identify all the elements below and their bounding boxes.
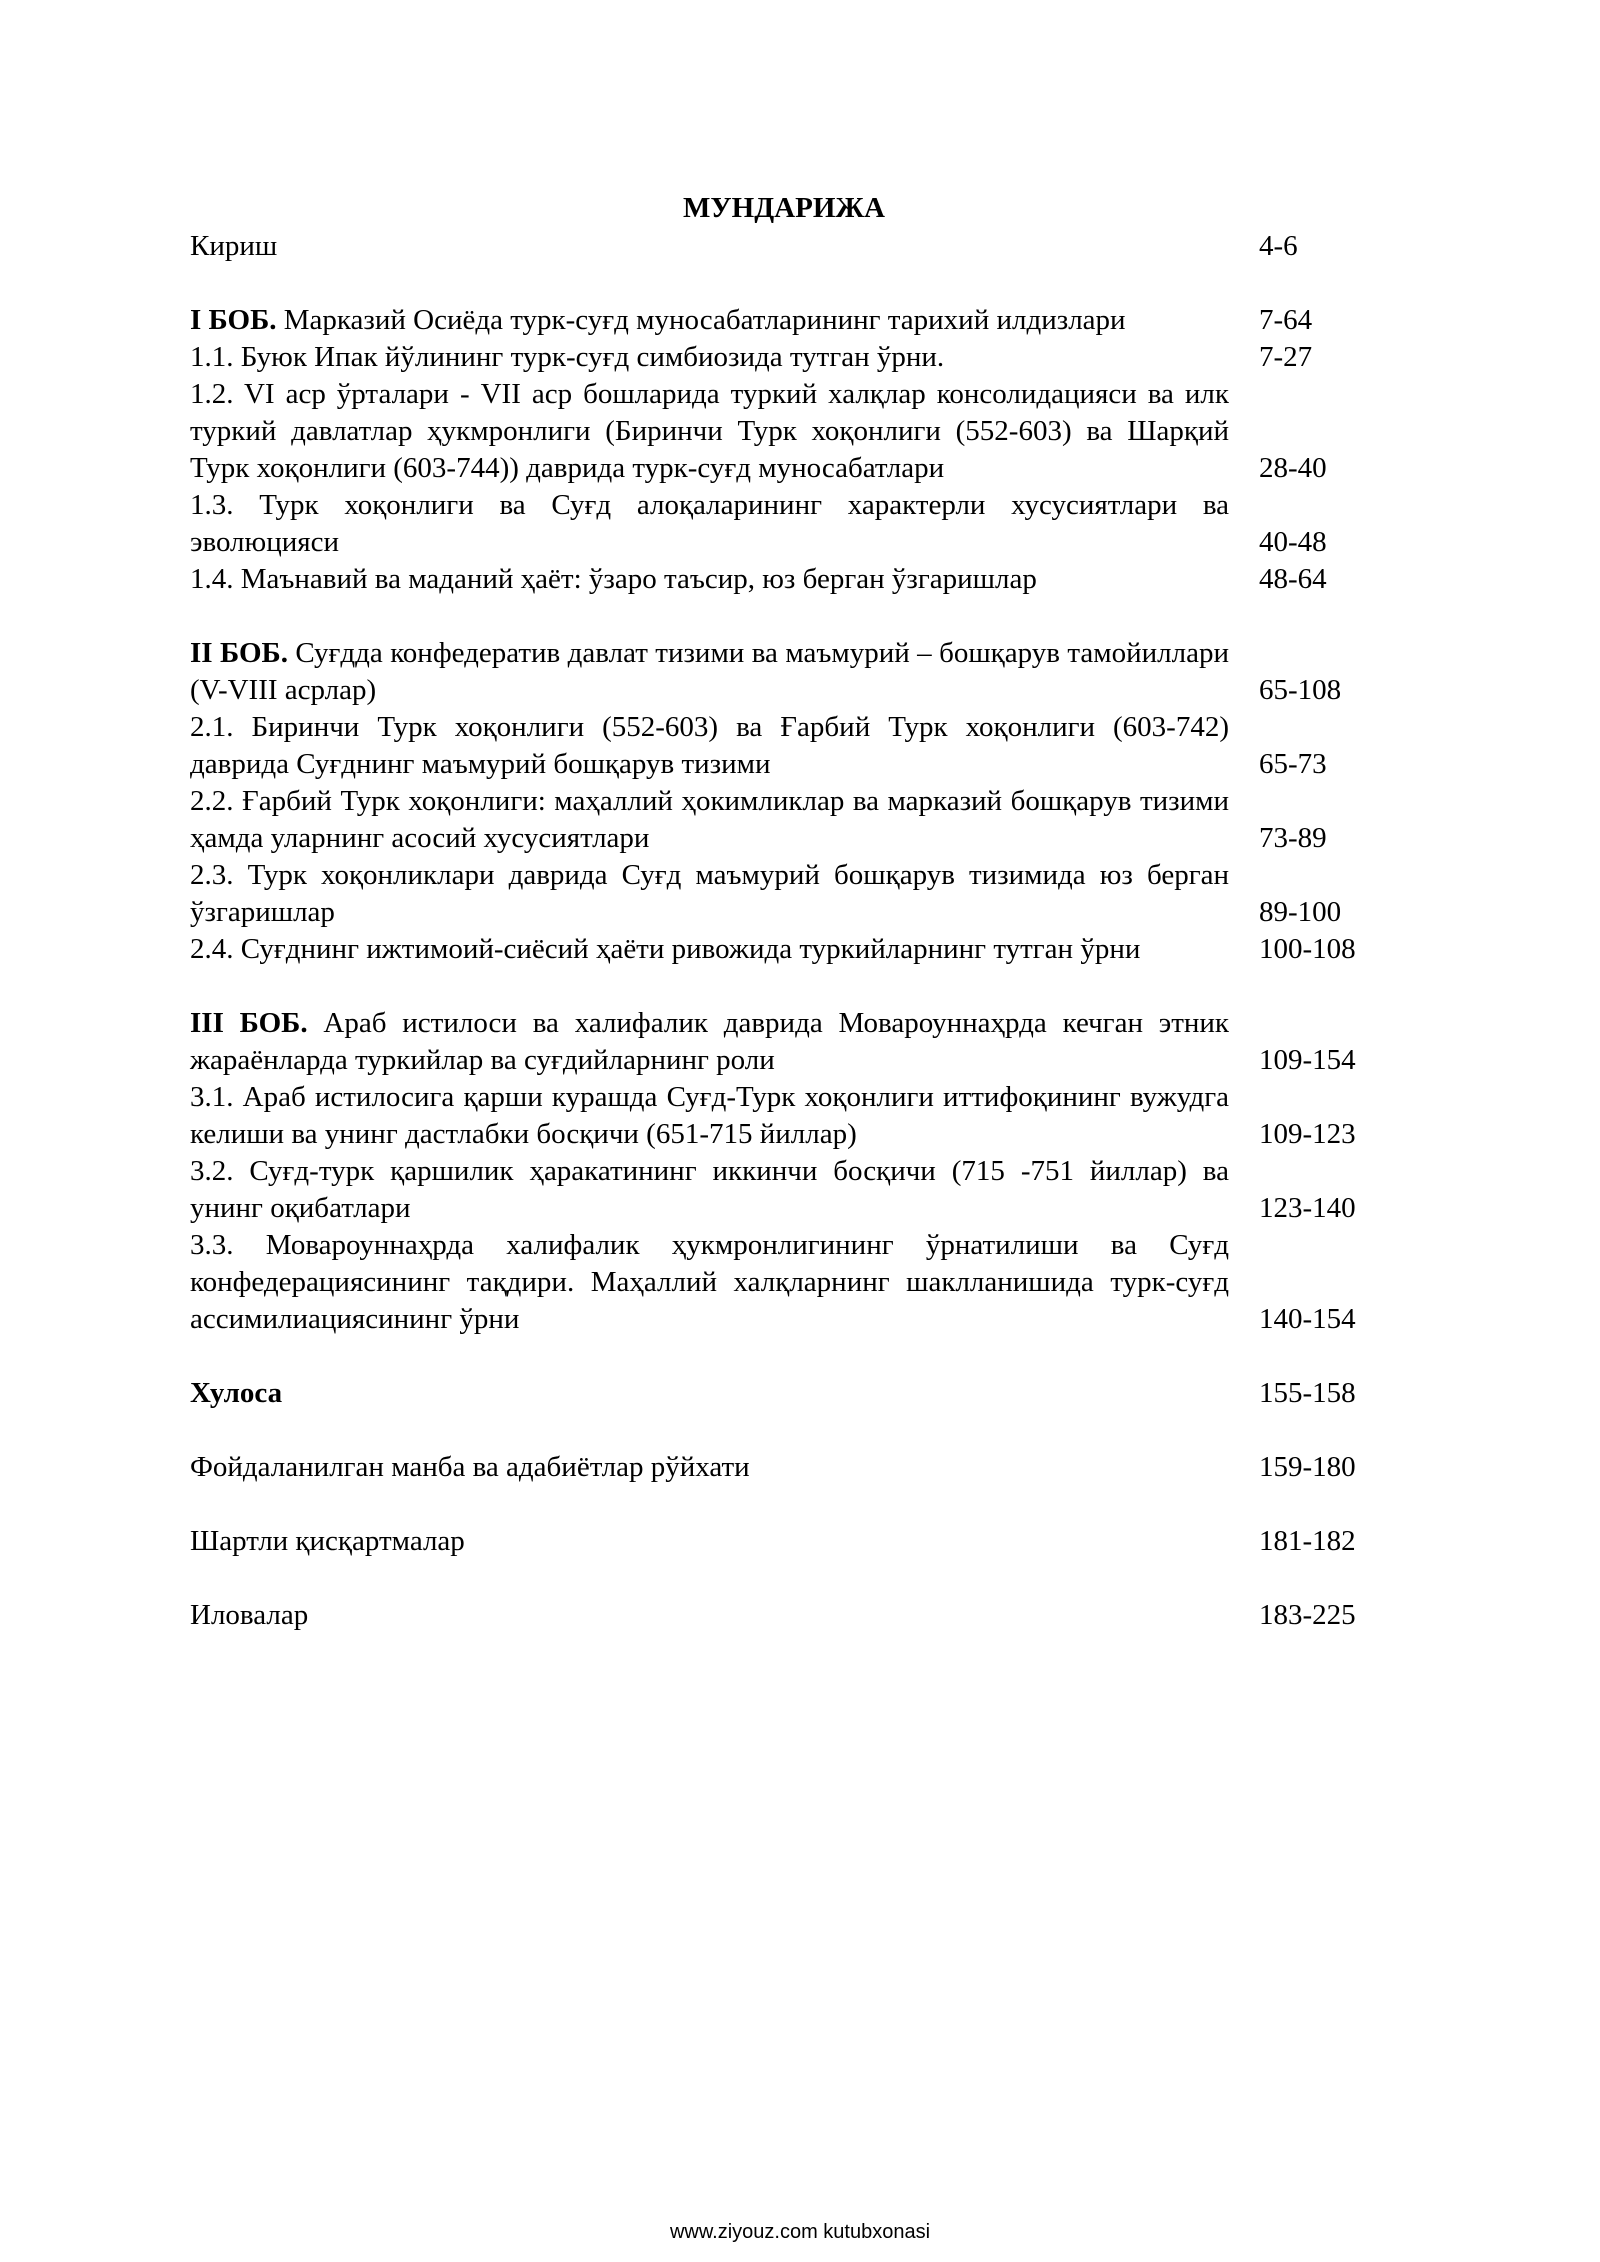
toc-section-text: 2.2. Ғарбий Турк хоқонлиги: маҳаллий ҳокимликлар ва марказий бошқарув тизими ҳамда уларнинг асосий хусусиятлари xyxy=(190,785,1229,854)
toc-page-range: 7-27 xyxy=(1259,341,1313,373)
toc-section-1-3 xyxy=(190,487,1390,561)
toc-chapter-3 xyxy=(190,1005,1390,1079)
toc-section-text: 1.3. Турк хоқонлиги ва Суғд алоқаларининг характерли хусусиятлари ва эволюцияси xyxy=(190,489,1229,558)
toc-page-range: 155-158 xyxy=(1259,1377,1356,1409)
toc-page-range: 109-123 xyxy=(1259,1118,1356,1150)
toc-page-range: 183-225 xyxy=(1259,1599,1356,1631)
toc-entry-abbreviations xyxy=(190,1523,1390,1560)
toc-page-range: 65-108 xyxy=(1259,674,1342,706)
toc-entry-text: Шартли қисқартмалар xyxy=(190,1525,465,1557)
toc-entry-appendix xyxy=(190,1597,1390,1634)
toc-entry-text: Кириш xyxy=(190,230,278,262)
toc-page-range: 159-180 xyxy=(1259,1451,1356,1483)
toc-section-text: 1.4. Маънавий ва маданий ҳаёт: ўзаро таъсир, юз берган ўзгаришлар xyxy=(190,563,1037,595)
toc-page-range: 4-6 xyxy=(1259,230,1298,262)
toc-page-range: 123-140 xyxy=(1259,1192,1356,1224)
chapter-label: II БОБ. xyxy=(190,637,288,669)
toc-section-text: 1.2. VI аср ўрталари - VII аср бошларида туркий халқлар консолидацияси ва илк туркий давлатлар ҳукмронлиги (Биринчи Турк хоқонлиги (552-603) ва Шарқий Турк хоқонлиги (603-744)) даврида турк-суғд муносабатлари xyxy=(190,378,1229,484)
toc-section-text: 3.1. Араб истилосига қарши курашда Суғд-Турк хоқонлиги иттифоқининг вужудга келиши ва унинг дастлабки босқичи (651-715 йиллар) xyxy=(190,1081,1229,1150)
chapter-title: Суғдда конфедератив давлат тизими ва маъмурий – бошқарув тамойиллари (V-VIII асрлар) xyxy=(190,637,1229,706)
chapter-title: Марказий Осиёда турк-суғд муносабатларининг тарихий илдизлари xyxy=(283,304,1126,336)
toc-section-3-2 xyxy=(190,1153,1390,1227)
toc-section-3-1 xyxy=(190,1079,1390,1153)
toc-entry-intro xyxy=(190,228,1390,265)
toc-entry-conclusion xyxy=(190,1375,1390,1412)
toc-page-range: 100-108 xyxy=(1259,933,1356,965)
toc-page-range: 40-48 xyxy=(1259,526,1327,558)
toc-section-1-4 xyxy=(190,561,1390,598)
toc-section-3-3 xyxy=(190,1227,1390,1338)
toc-section-text: 3.3. Мовароуннаҳрда халифалик ҳукмронлигининг ўрнатилиши ва Суғд конфедерациясининг тақдири. Маҳаллий халқларнинг шаклланишида турк-суғд ассимилиациясининг ўрни xyxy=(190,1229,1229,1335)
toc-section-text: 3.2. Суғд-турк қаршилик ҳаракатининг иккинчи босқичи (715 -751 йиллар) ва унинг оқибатлари xyxy=(190,1155,1229,1224)
toc-section-2-4 xyxy=(190,931,1390,968)
spacer xyxy=(190,1560,1390,1597)
spacer xyxy=(190,598,1390,635)
toc-section-2-1 xyxy=(190,709,1390,783)
toc-section-1-2 xyxy=(190,376,1390,487)
toc-section-text: 1.1. Буюк Ипак йўлининг турк-суғд симбиозида тутган ўрни. xyxy=(190,341,945,373)
page-title: МУНДАРИЖА xyxy=(683,192,885,224)
toc-page-range: 140-154 xyxy=(1259,1303,1356,1335)
toc-section-text: 2.3. Турк хоқонликлари даврида Суғд маъмурий бошқарув тизимида юз берган ўзгаришлар xyxy=(190,859,1229,928)
toc-page-range: 65-73 xyxy=(1259,748,1327,780)
toc-page-range: 109-154 xyxy=(1259,1044,1356,1076)
toc-section-2-2 xyxy=(190,783,1390,857)
spacer xyxy=(190,968,1390,1005)
toc-chapter-2 xyxy=(190,635,1390,709)
toc-entry-sources xyxy=(190,1449,1390,1486)
table-of-contents xyxy=(190,228,1390,1634)
toc-section-text: 2.1. Биринчи Турк хоқонлиги (552-603) ва Ғарбий Турк хоқонлиги (603-742) даврида Суғднинг маъмурий бошқарув тизими xyxy=(190,711,1229,780)
toc-chapter-1 xyxy=(190,302,1390,339)
spacer xyxy=(190,1486,1390,1523)
toc-chapter-text xyxy=(190,302,1229,339)
spacer xyxy=(190,1338,1390,1375)
toc-page-range: 181-182 xyxy=(1259,1525,1356,1557)
toc-entry-text: Хулоса xyxy=(190,1377,283,1409)
spacer xyxy=(190,1412,1390,1449)
toc-page-range: 48-64 xyxy=(1259,563,1327,595)
toc-page-range: 7-64 xyxy=(1259,304,1313,336)
chapter-label: III БОБ. xyxy=(190,1007,308,1039)
spacer xyxy=(190,265,1390,302)
toc-page-range: 89-100 xyxy=(1259,896,1342,928)
toc-section-text: 2.4. Суғднинг ижтимоий-сиёсий ҳаёти ривожида туркийларнинг тутган ўрни xyxy=(190,933,1141,965)
toc-entry-text: Фойдаланилган манба ва адабиётлар рўйхати xyxy=(190,1451,750,1483)
toc-chapter-text xyxy=(190,1005,1229,1079)
chapter-label: I БОБ. xyxy=(190,304,277,336)
toc-page-range: 73-89 xyxy=(1259,822,1327,854)
page-footer: www.ziyouz.com kutubxonasi xyxy=(669,2221,931,2243)
toc-chapter-text xyxy=(190,635,1229,709)
toc-section-1-1 xyxy=(190,339,1390,376)
toc-entry-text: Иловалар xyxy=(190,1599,309,1631)
toc-section-2-3 xyxy=(190,857,1390,931)
chapter-title: Араб истилоси ва халифалик даврида Мовароуннаҳрда кечган этник жараёнларда туркийлар ва суғдийларнинг роли xyxy=(190,1007,1229,1076)
toc-page-range: 28-40 xyxy=(1259,452,1327,484)
